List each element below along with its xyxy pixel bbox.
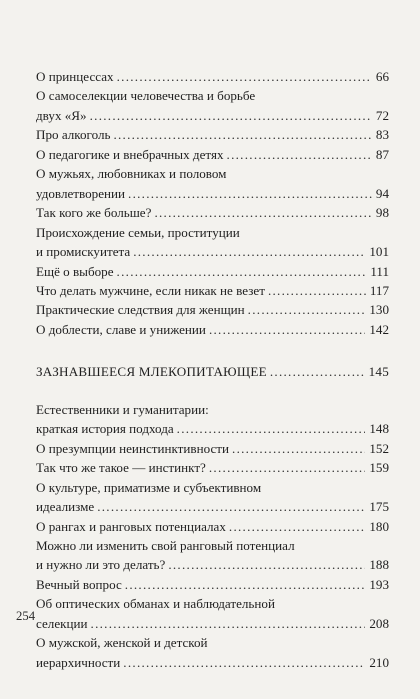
toc-dot-leader xyxy=(128,184,372,203)
toc-entry-row xyxy=(36,439,389,458)
toc-entry-row xyxy=(36,145,389,164)
toc-entry-page: 117 xyxy=(369,282,389,298)
toc-entry-title: иерархичности xyxy=(36,654,121,670)
toc-entry-row xyxy=(36,300,389,319)
toc-dot-leader xyxy=(209,458,365,477)
toc-entry-page: 130 xyxy=(369,302,389,318)
toc-entry-title: краткая история подхода xyxy=(36,421,174,437)
toc-entry[interactable] xyxy=(36,203,389,222)
toc-entry[interactable] xyxy=(36,86,389,125)
toc-entry[interactable] xyxy=(36,300,389,319)
toc-entry-page: 94 xyxy=(375,185,389,201)
toc-entry-title: Ещё о выборе xyxy=(36,263,114,279)
toc-entry-title: Так кого же больше? xyxy=(36,205,152,221)
toc-entry-title: Практические следствия для женщин xyxy=(36,302,245,318)
toc-entry-row xyxy=(36,517,389,536)
toc-entry[interactable] xyxy=(36,575,389,594)
toc-entry-page: 188 xyxy=(369,557,389,573)
toc-dot-leader xyxy=(154,203,371,222)
toc-entry[interactable] xyxy=(36,320,389,339)
toc-entry-row xyxy=(36,281,389,300)
toc-entry-row xyxy=(36,458,389,477)
toc-entry-title: и промискуитета xyxy=(36,244,131,260)
toc-entry[interactable] xyxy=(36,262,389,281)
toc-entry-row xyxy=(36,203,389,222)
toc-entry-row xyxy=(36,184,389,203)
toc-entry-title: идеализме xyxy=(36,499,95,515)
toc-entry-title: О педагогике и внебрачных детях xyxy=(36,146,224,162)
toc-entry[interactable] xyxy=(36,67,389,86)
toc-entry[interactable] xyxy=(36,536,389,575)
toc-section-1 xyxy=(36,67,389,339)
toc-entry-title: О доблести, славе и унижении xyxy=(36,321,206,337)
toc-entry-row xyxy=(36,614,389,633)
toc-entry-page: 66 xyxy=(375,69,389,84)
toc-dot-leader xyxy=(232,439,365,458)
toc-chapter-title: ЗАЗНАВШЕЕСЯ МЛЕКОПИТАЮЩЕЕ xyxy=(36,364,267,380)
toc-entry-page: 142 xyxy=(369,321,389,337)
toc-entry-row xyxy=(36,125,389,144)
toc-dot-leader xyxy=(270,362,365,381)
toc-entry-title: О презумпции неинстинктивности xyxy=(36,440,230,456)
toc-entry-page: 152 xyxy=(369,440,389,456)
toc-entry-title: О принцессах xyxy=(36,69,114,84)
toc-entry-row xyxy=(36,555,389,574)
toc-entry-title: Так что же такое — инстинкт? xyxy=(36,460,206,476)
toc-entry-title: Вечный вопрос xyxy=(36,576,122,592)
toc-entry-page: 87 xyxy=(375,146,389,162)
toc-entry-title-line: Можно ли изменить свой ранговый потенциал xyxy=(36,537,295,553)
toc-dot-leader xyxy=(268,281,366,300)
toc-entry-title: двух «Я» xyxy=(36,107,87,123)
toc-dot-leader xyxy=(91,614,366,633)
toc-entry-page: 210 xyxy=(369,654,389,670)
toc-entry-page: 148 xyxy=(369,421,389,437)
toc-dot-leader xyxy=(229,517,365,536)
toc-dot-leader xyxy=(209,320,365,339)
toc-entry[interactable] xyxy=(36,400,389,439)
toc-entry-page: 111 xyxy=(370,263,389,279)
toc-dot-leader xyxy=(177,419,366,438)
toc-entry-title-line: Об оптических обманах и наблюдательной xyxy=(36,596,275,612)
toc-entry-title-line: О мужьях, любовниках и половом xyxy=(36,166,227,182)
toc-entry-page: 159 xyxy=(369,460,389,476)
toc-chapter-page: 145 xyxy=(368,364,389,380)
toc-dot-leader xyxy=(133,242,365,261)
toc-entry-title: удовлетворении xyxy=(36,185,126,201)
toc-entry-title: О рангах и ранговых потенциалах xyxy=(36,518,226,534)
toc-entry-title: и нужно ли это делать? xyxy=(36,557,166,573)
toc-entry-page: 83 xyxy=(375,127,389,143)
toc-entry[interactable] xyxy=(36,125,389,144)
toc-entry-page: 180 xyxy=(369,518,389,534)
toc-dot-leader xyxy=(117,67,372,86)
toc-entry-row xyxy=(36,242,389,261)
toc-entry-title: селекции xyxy=(36,615,88,631)
toc-dot-leader xyxy=(90,106,372,125)
toc-dot-leader xyxy=(227,145,372,164)
toc-entry-row xyxy=(36,419,389,438)
toc-entry-page: 208 xyxy=(369,615,389,631)
toc-entry-title-line: О самоселекции человечества и борьбе xyxy=(36,88,256,104)
toc-entry-row xyxy=(36,575,389,594)
toc-entry-row xyxy=(36,262,389,281)
toc-entry-title: Про алкоголь xyxy=(36,127,111,143)
toc-entry-title-line: О мужской, женской и детской xyxy=(36,635,208,651)
toc-entry-title: Что делать мужчине, если никак не везет xyxy=(36,282,265,298)
toc-chapter[interactable] xyxy=(36,362,389,381)
toc-entry[interactable] xyxy=(36,439,389,458)
toc-entry-row xyxy=(36,653,389,672)
toc-entry[interactable] xyxy=(36,164,389,203)
toc-dot-leader xyxy=(113,125,371,144)
toc-dot-leader xyxy=(117,262,367,281)
toc-entry-title-line: О культуре, приматизме и субъективном xyxy=(36,479,262,495)
toc-entry-page: 193 xyxy=(369,576,389,592)
table-of-contents xyxy=(36,67,389,672)
toc-dot-leader xyxy=(123,653,365,672)
toc-dot-leader xyxy=(248,300,366,319)
toc-entry[interactable] xyxy=(36,517,389,536)
toc-entry[interactable] xyxy=(36,281,389,300)
toc-entry-page: 175 xyxy=(369,499,389,515)
toc-section-2 xyxy=(36,400,389,672)
toc-entry-row xyxy=(36,497,389,516)
toc-dot-leader xyxy=(168,555,365,574)
toc-dot-leader xyxy=(125,575,366,594)
toc-dot-leader xyxy=(97,497,365,516)
toc-entry-row xyxy=(36,320,389,339)
page-number: 254 xyxy=(16,609,36,623)
toc-entry-page: 72 xyxy=(375,107,389,123)
toc-entry-row xyxy=(36,67,389,86)
toc-chapter-row xyxy=(36,362,389,381)
toc-entry[interactable] xyxy=(36,458,389,477)
toc-entry[interactable] xyxy=(36,145,389,164)
toc-entry[interactable] xyxy=(36,633,389,672)
toc-entry-page: 101 xyxy=(369,244,389,260)
toc-entry-page: 98 xyxy=(375,205,389,221)
toc-entry-title-line: Естественники и гуманитарии: xyxy=(36,401,209,417)
toc-entry-title-line: Происхождение семьи, проституции xyxy=(36,224,240,240)
toc-entry[interactable] xyxy=(36,478,389,517)
toc-entry-row xyxy=(36,106,389,125)
toc-entry[interactable] xyxy=(36,594,389,633)
toc-entry[interactable] xyxy=(36,223,389,262)
